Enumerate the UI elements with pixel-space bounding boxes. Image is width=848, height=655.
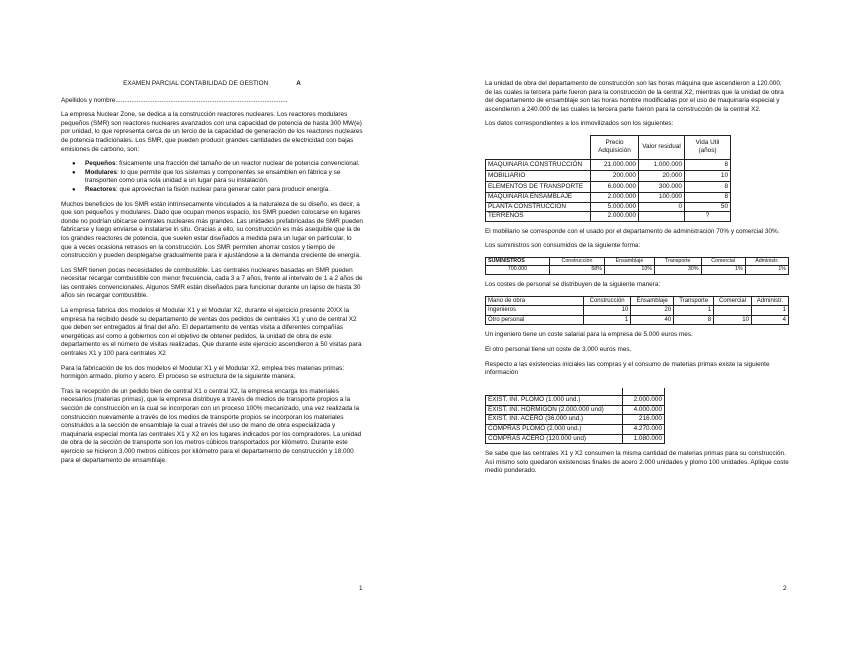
table-row: Ingenieros 10 20 1 1 xyxy=(486,306,789,316)
list-item: ● Pequeños: físicamente una fracción del tamaño de un reactor nuclear de potencia convencional. xyxy=(85,160,363,169)
inventory-table xyxy=(485,388,665,444)
personnel-table xyxy=(485,296,789,326)
list-item: ● Reactores: que aprovechan la fisión nuclear para generar calor para producir energía. xyxy=(85,186,363,195)
table-row: EXIST. INI. ACERO (36.000 und.) 216.000 xyxy=(486,415,665,425)
page-2 xyxy=(424,0,848,655)
column-header: Precio Adquisición xyxy=(591,135,639,159)
fixed-assets-intro: Los datos correspondientes a los inmovilizados son los siguientes: xyxy=(485,120,674,128)
table-row: COMPRAS PLOMO (2.000 und.) 4.270.000 xyxy=(486,424,665,434)
materials-paragraph: Para la fabricación de los dos modelos el Modular X1 y el Modular X2, emplea tres materias primas: hormigón armado, plomo y acero. El proceso se estructura de la siguiente manera. xyxy=(61,364,345,381)
page-number: 2 xyxy=(783,585,787,592)
table-row: EXIST. INI. HORMIGÓN (2.000.000 und) 4.000.000 xyxy=(486,405,665,415)
exam-title: EXAMEN PARCIAL CONTABILIDAD DE GESTION A xyxy=(123,80,301,87)
intro-paragraph: La empresa Nuclear Zone, se dedica a la construcción reactores nucleares. Los reactores modulares pequeños (SMR) son reactores nucleares avanzados con una capacidad de potencia de hasta 300 MW(e) por unidad, lo que representa cerca de un tercio de la capacidad de generación de los reactores nucleares de potencia tradicionales. Los SMR, que pueden producir grandes cantidades de electricidad con bajas emisiones de carbono, son: xyxy=(61,111,363,153)
table-row: 700.000 58% 10% 30% 1% 1% xyxy=(486,266,789,275)
table-row: EXIST. INI. PLOMO (1.000 und.) 2.000.000 xyxy=(486,396,665,406)
list-item: ● Modulares: lo que permite que los sistemas y componentes se ensamblen en fábrica y se transporten como una sola unidad a un lugar para su instalación. xyxy=(85,169,363,186)
table-row: PLANTA CONSTRUCCIÓN 5.000.000 0 50 xyxy=(486,202,731,212)
final-paragraph: Se sabe que las centrales X1 y X2 consumen la misma cantidad de materias primas para su construcción. Así mismo solo quedaron existencias finales de acero 2.000 unidades y plomo 100 unidades. Aplique coste medio ponderado. xyxy=(485,450,789,475)
column-header: Vida Util (años) xyxy=(685,135,731,159)
exam-version: A xyxy=(296,80,301,87)
table-row: TERRENOS 2.000.000 ? xyxy=(486,212,731,222)
table-row: MOBILIARIO 200.000 20.000 10 xyxy=(486,170,731,181)
supplies-table xyxy=(485,257,789,275)
table-row: MAQUINARIA ENSAMBLAJE 2.000.000 100.000 8 xyxy=(486,192,731,202)
furniture-note: El mobiliario se corresponde con el usado por el departamento de administración 70% y comercial 30%. xyxy=(485,227,780,235)
fixed-assets-table xyxy=(485,135,731,222)
table-row: Otro personal 1 40 8 10 4 xyxy=(486,315,789,325)
table-row: ELEMENTOS DE TRANSPORTE 6.000.000 300.000 8 xyxy=(486,181,731,192)
page-1-content xyxy=(61,80,363,471)
models-paragraph: La empresa fabrica dos modelos el Modular X1 y el Modular X2, durante el ejercicio presente 20XX la empresa ha recibido desde su departamento de ventas dos pedidos de centrales X1 y uno de central X2 que deben ser entregados al final del año. El departamento de ventas visita a diferentes compañías energéticas así como a gobiernos con el objetivo de obtener pedidos, la unidad de obra de este departamento es el número de visitas realizadas. Que durante este ejercicio ascendieron a 50 visitas para centrales X1 y 100 para centrales X2 xyxy=(61,307,362,358)
supplies-intro: Los suministros son consumidos de la siguiente forma: xyxy=(485,242,641,250)
personnel-intro: Los costes de personal se distribuyen de la siguiente manera: xyxy=(485,280,661,288)
column-header: Valor residual xyxy=(639,135,685,159)
inventory-intro: Respecto a las existencias iniciales las compras y el consumo de materias primas existe la siguiente información xyxy=(485,360,770,377)
fuel-paragraph: Los SMR tienen pocas necesidades de combustible. Las centrales nucleares basadas en SMR pueden necesitar recargar combustible con menor frecuencia, cada 3 a 7 años, frente al intervalo de 1 a 2 años de las centrales convencionales. Algunos SMR están diseñados para funcionar durante un lapso de hasta 30 años sin recargar combustible. xyxy=(61,266,363,300)
table-row: COMPRAS ACERO (120.000 und) 1.080.000 xyxy=(486,434,665,444)
process-paragraph: Tras la recepción de un pedido bien de central X1 o central X2, la empresa encarga los materiales necesarios (materias primas), que la empresa distribuye a través de medios de transporte propios a la sección de construcción en la cual se incorporan con un proceso 100% mecanizado, una vez realizada la construcción nuevamente a través de los medios de transporte propios se incorporan los materiales construidos a la sección de ensamblaje la cual a través del uso de mano de obra especializada y maquinaria especial monta las centrales X1 y X2 en los lugares indicados por los compradores. La unidad de obra de la sección de transporte son los metros cúbicos transportados por kilómetro. Durante este ejercicio se hicieron 3.000 metros cúbicos por kilómetro para el departamento de construcción y 18.000 para el departamento de ensamblaje. xyxy=(61,387,362,464)
table-row: Mano de obra Construcción Ensamblaje Transporte Comercial Administr. xyxy=(486,296,789,306)
smr-features-list xyxy=(61,160,363,194)
work-units-paragraph: La unidad de obra del departamento de construcción son las horas máquina que ascendieron a 120.000, de las cuales la tercera parte fueron para la construcción de la central X2, mientras que la unidad de obra del departamento de ensamblaje son las horas hombre modificadas por el uso de maquinaria especial y ascendieron a 240.000 de las cuales la tercera parte fueron para la construcción de la central X2. xyxy=(485,80,784,113)
name-line: Apellidos y nombre................................................................................................. xyxy=(61,96,288,104)
other-staff-cost-note: El otro personal tiene un coste de 3.000 euros mes. xyxy=(485,345,632,353)
engineer-cost-note: Un ingeniero tiene un coste salarial para la empresa de 5.000 euros mes. xyxy=(485,331,693,339)
table-row: MAQUINARIA CONSTRUCCIÓN 21.000.000 1.000.000 8 xyxy=(486,159,731,170)
benefits-paragraph: Muchos beneficios de los SMR están intrínsecamente vinculados a la naturaleza de su diseño, es decir, a que son pequeños y modulares. Dado que ocupan menos espacio, los SMR pueden colocarse en lugares donde no podrían ubicarse centrales nucleares más grandes. Las unidades prefabricadas de SMR pueden fabricarse y luego enviarse e instalarse in situ. Gracias a ello, su construcción es más asequible que la de los grandes reactores de potencia, que suelen estar diseñados a medida para un lugar en particular, lo que a veces ocasiona retrasos en la construcción. Los SMR permiten ahorrar costos y tiempo de construcción y pueden desplegarse gradualmente para ir ajustándose a la demanda creciente de energía. xyxy=(61,200,363,260)
page-number: 1 xyxy=(359,585,363,592)
page-2-content xyxy=(485,80,789,482)
table-row: SUMINISTROS Construcción Ensamblaje Transporte Comercial Administr. xyxy=(486,257,789,266)
